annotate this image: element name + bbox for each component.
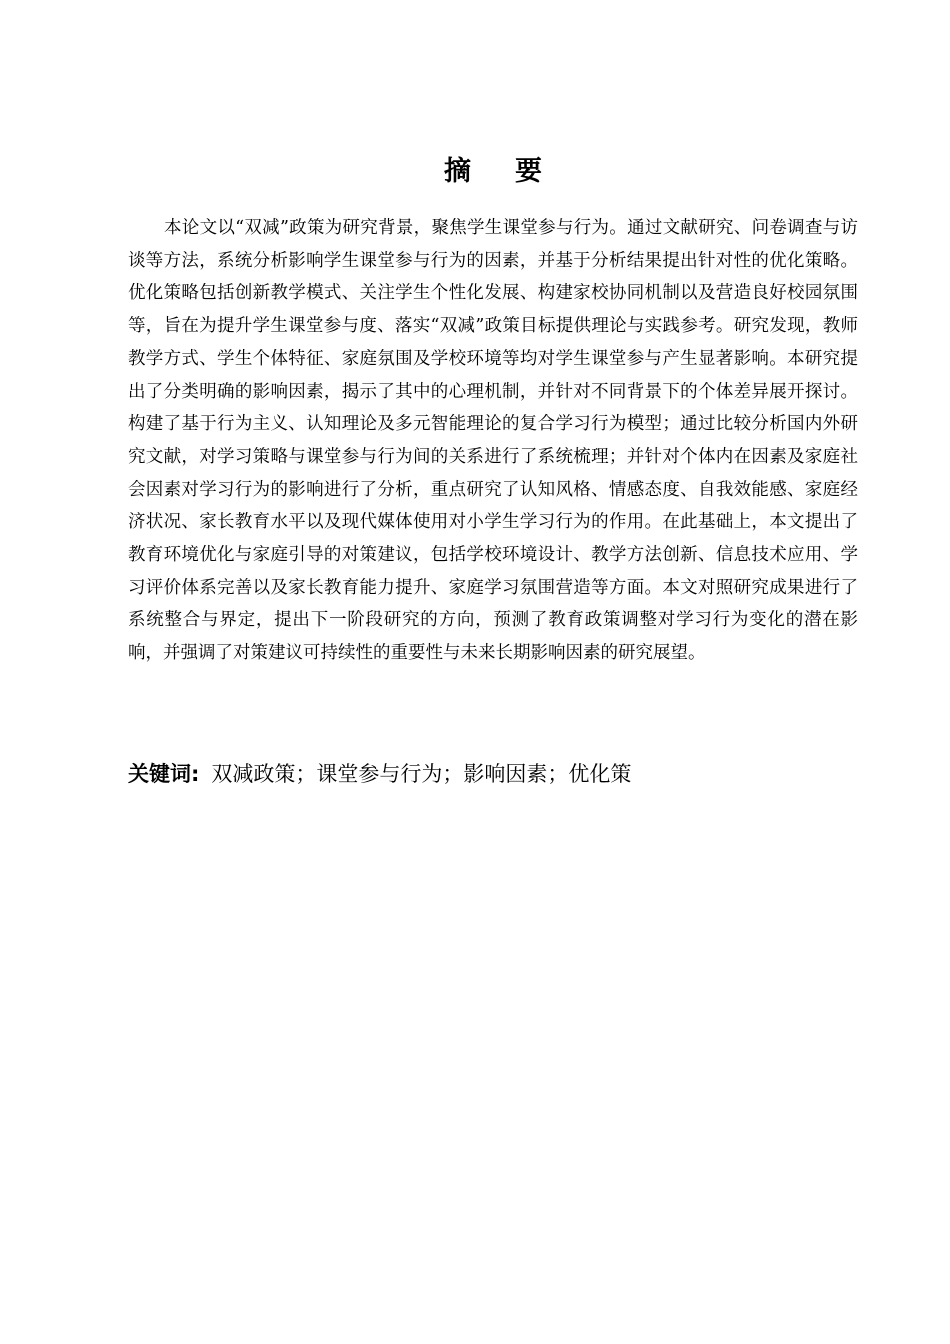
- abstract-title-part1: 摘: [444, 156, 471, 187]
- abstract-title: [0, 150, 950, 194]
- abstract-title-part2: 要: [515, 156, 542, 187]
- keywords-line: [128, 757, 858, 791]
- abstract-body: 本论文以“双减”政策为研究背景，聚焦学生课堂参与行为。通过文献研究、问卷调查与访谈等方法，系统分析影响学生课堂参与行为的因素，并基于分析结果提出针对性的优化策略。优化策略包括创新教学模式、关注学生个性化发展、构建家校协同机制以及营造良好校园氛围等，旨在为提升学生课堂参与度、落实“双减”政策目标提供理论与实践参考。研究发现，教师教学方式、学生个体特征、家庭氛围及学校环境等均对学生课堂参与产生显著影响。本研究提出了分类明确的影响因素，揭示了其中的心理机制，并针对不同背景下的个体差异展开探讨。构建了基于行为主义、认知理论及多元智能理论的复合学习行为模型；通过比较分析国内外研究文献，对学习策略与课堂参与行为间的关系进行了系统梳理；并针对个体内在因素及家庭社会因素对学习行为的影响进行了分析，重点研究了认知风格、情感态度、自我效能感、家庭经济状况、家长教育水平以及现代媒体使用对小学生学习行为的作用。在此基础上，本文提出了教育环境优化与家庭引导的对策建议，包括学校环境设计、教学方法创新、信息技术应用、学习评价体系完善以及家长教育能力提升、家庭学习氛围营造等方面。本文对照研究成果进行了系统整合与界定，提出下一阶段研究的方向，预测了教育政策调整对学习行为变化的潜在影响，并强调了对策建议可持续性的重要性与未来长期影响因素的研究展望。: [128, 218, 858, 664]
- keywords-label: 关键词:: [128, 762, 200, 786]
- keywords-value: 双减政策；课堂参与行为；影响因素；优化策: [211, 762, 632, 786]
